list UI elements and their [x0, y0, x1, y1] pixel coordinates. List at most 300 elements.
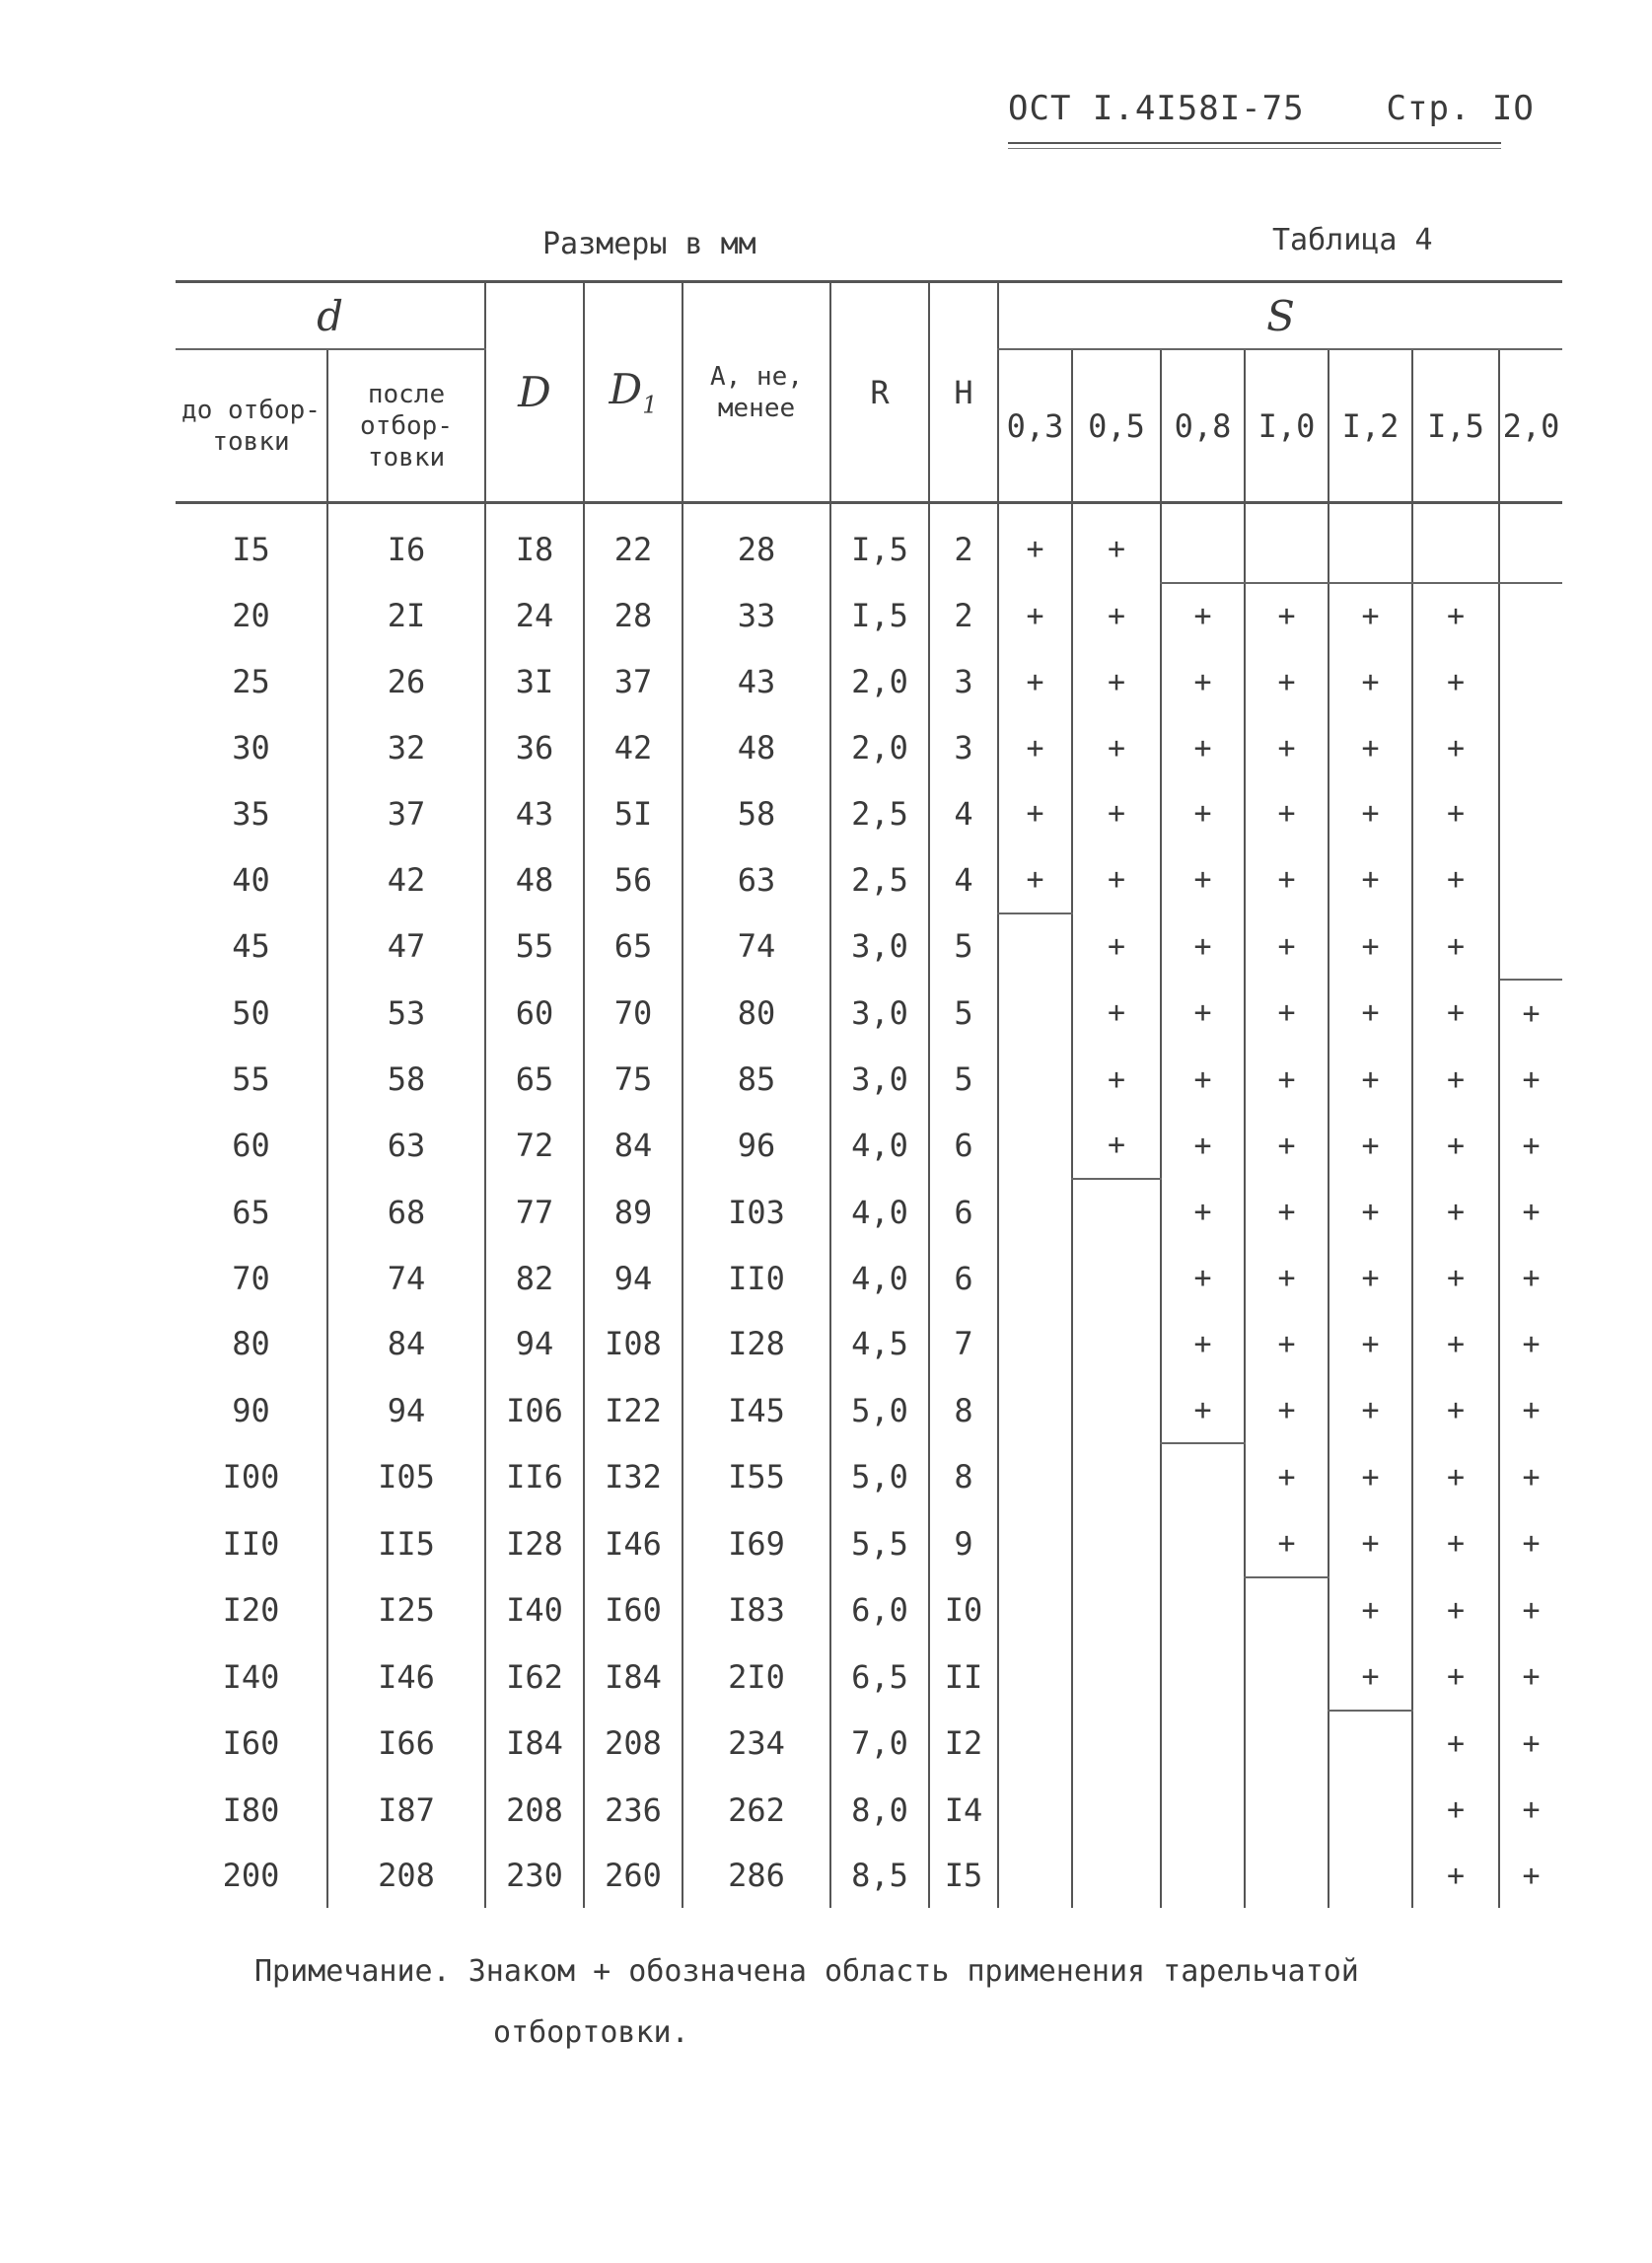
cell-s-mark: [1245, 1711, 1329, 1778]
cell-s-mark: +: [1245, 846, 1329, 913]
cell-s-mark: +: [1499, 1112, 1562, 1179]
cell-s-mark: +: [1245, 583, 1329, 650]
cell-H: 5: [929, 980, 998, 1047]
cell-d-after: 2I: [327, 583, 485, 650]
cell-s-mark: +: [1329, 1510, 1412, 1577]
cell-R: 2,0: [830, 649, 929, 715]
cell-s-mark: +: [1245, 780, 1329, 846]
cell-H: 3: [929, 649, 998, 715]
col-A-header: A, не, менее: [682, 282, 830, 503]
cell-s-mark: [1499, 715, 1562, 781]
cell-D: 230: [485, 1843, 584, 1909]
cell-D1: 28: [584, 583, 682, 650]
cell-R: 4,0: [830, 1179, 929, 1246]
cell-d-after: I25: [327, 1577, 485, 1644]
cell-s-mark: [1499, 503, 1562, 583]
cell-d-after: 32: [327, 715, 485, 781]
cell-s-mark: +: [1412, 780, 1499, 846]
cell-s-mark: +: [1245, 1179, 1329, 1246]
cell-s-mark: +: [1072, 846, 1161, 913]
cell-D: I06: [485, 1377, 584, 1444]
cell-R: 8,0: [830, 1777, 929, 1843]
table-row: [176, 1711, 1562, 1778]
cell-A: 262: [682, 1777, 830, 1843]
cell-s-mark: +: [1499, 1510, 1562, 1577]
cell-s-mark: [1161, 1843, 1245, 1909]
table-row: [176, 1777, 1562, 1843]
cell-D: 82: [485, 1246, 584, 1312]
cell-s-mark: [1072, 1510, 1161, 1577]
cell-s-mark: +: [1329, 913, 1412, 981]
cell-s-mark: [1072, 1179, 1161, 1246]
cell-D1: 94: [584, 1246, 682, 1312]
cell-H: 4: [929, 846, 998, 913]
cell-A: 33: [682, 583, 830, 650]
table-row: [176, 1643, 1562, 1711]
cell-d-after: II5: [327, 1510, 485, 1577]
cell-s-mark: +: [1412, 1443, 1499, 1510]
cell-s-mark: +: [1412, 715, 1499, 781]
cell-A: I03: [682, 1179, 830, 1246]
cell-D1: 22: [584, 503, 682, 583]
cell-d-before: I60: [222, 1724, 280, 1763]
cell-s-mark: +: [1245, 649, 1329, 715]
cell-s-mark: [998, 1311, 1072, 1377]
cell-d-before: 20: [232, 597, 270, 635]
cell-s-mark: +: [1499, 1047, 1562, 1113]
cell-R: 4,5: [830, 1311, 929, 1377]
cell-s-mark: +: [1412, 1510, 1499, 1577]
cell-d-before: 70: [232, 1259, 270, 1297]
cell-A: I28: [682, 1311, 830, 1377]
cell-s-mark: +: [1161, 913, 1245, 981]
cell-s-mark: +: [1161, 1246, 1245, 1312]
cell-s-mark: +: [1412, 1112, 1499, 1179]
cell-d-before: 60: [232, 1127, 270, 1165]
page-number: Стр. IO: [1386, 89, 1535, 128]
cell-H: I4: [929, 1777, 998, 1843]
cell-s-mark: +: [1499, 1377, 1562, 1444]
cell-s-mark: +: [1245, 913, 1329, 981]
cell-d-after: 37: [327, 780, 485, 846]
cell-A: II0: [682, 1246, 830, 1312]
cell-d-after: I66: [327, 1711, 485, 1778]
cell-s-mark: +: [1072, 1112, 1161, 1179]
cell-s-mark: +: [1245, 1112, 1329, 1179]
cell-A: 58: [682, 780, 830, 846]
cell-s-mark: [1499, 913, 1562, 981]
cell-s-mark: +: [1412, 1311, 1499, 1377]
cell-d-after: 47: [327, 913, 485, 981]
table-row: [176, 1179, 1562, 1246]
cell-D: 36: [485, 715, 584, 781]
cell-s-mark: [998, 1443, 1072, 1510]
cell-d-after: 58: [327, 1047, 485, 1113]
cell-s-mark: [1161, 1577, 1245, 1644]
cell-s-mark: +: [1412, 583, 1499, 650]
cell-D: 60: [485, 980, 584, 1047]
cell-d-before: 65: [232, 1193, 270, 1231]
cell-s-mark: +: [1072, 913, 1161, 981]
cell-D: 48: [485, 846, 584, 913]
cell-d-before: I80: [222, 1790, 280, 1829]
cell-s-mark: [1161, 1510, 1245, 1577]
cell-A: 96: [682, 1112, 830, 1179]
cell-d-before: I40: [222, 1657, 280, 1696]
cell-s-mark: +: [1245, 1510, 1329, 1577]
cell-s-mark: [1072, 1311, 1161, 1377]
cell-d-before: 50: [232, 993, 270, 1032]
table-row: [176, 1112, 1562, 1179]
cell-R: 6,0: [830, 1577, 929, 1644]
cell-s-mark: +: [1161, 715, 1245, 781]
cell-s-mark: [1161, 1643, 1245, 1711]
table-row: [176, 780, 1562, 846]
cell-d-before: I5: [232, 530, 270, 568]
cell-D: 94: [485, 1311, 584, 1377]
note-line-1: Примечание. Знаком + обозначена область применения тарельчатой: [254, 1954, 1359, 1989]
col-s-value-header: 0,3: [998, 349, 1072, 503]
cell-d-before: 45: [232, 927, 270, 966]
cell-s-mark: +: [1499, 980, 1562, 1047]
cell-s-mark: [1499, 780, 1562, 846]
cell-s-mark: +: [1161, 583, 1245, 650]
cell-d-before: 25: [232, 663, 270, 701]
table-row: [176, 1843, 1562, 1909]
col-s-value-header: I,0: [1245, 349, 1329, 503]
cell-s-mark: +: [1161, 1047, 1245, 1113]
table-row: [176, 1443, 1562, 1510]
cell-d-after: 26: [327, 649, 485, 715]
cell-R: 3,0: [830, 913, 929, 981]
cell-D1: 236: [584, 1777, 682, 1843]
table-row: [176, 715, 1562, 781]
cell-s-mark: +: [998, 503, 1072, 583]
cell-D1: 70: [584, 980, 682, 1047]
table-row: [176, 980, 1562, 1047]
cell-s-mark: +: [1499, 1843, 1562, 1909]
cell-s-mark: [998, 1377, 1072, 1444]
cell-s-mark: +: [1412, 1777, 1499, 1843]
cell-s-mark: [998, 1246, 1072, 1312]
cell-s-mark: +: [1329, 1643, 1412, 1711]
cell-s-mark: +: [1245, 1311, 1329, 1377]
cell-s-mark: +: [1329, 1577, 1412, 1644]
cell-d-after: 74: [327, 1246, 485, 1312]
cell-s-mark: +: [1499, 1179, 1562, 1246]
cell-A: I69: [682, 1510, 830, 1577]
cell-s-mark: +: [1499, 1577, 1562, 1644]
table-note: [254, 1941, 1537, 2064]
cell-s-mark: [998, 1777, 1072, 1843]
cell-s-mark: [1072, 1443, 1161, 1510]
cell-A: 234: [682, 1711, 830, 1778]
cell-s-mark: +: [1161, 649, 1245, 715]
cell-D1: 5I: [584, 780, 682, 846]
cell-H: 5: [929, 913, 998, 981]
cell-s-mark: +: [1329, 1246, 1412, 1312]
cell-s-mark: +: [1329, 1377, 1412, 1444]
table-row: [176, 1377, 1562, 1444]
cell-s-mark: +: [1329, 1443, 1412, 1510]
cell-H: 8: [929, 1377, 998, 1444]
table-row: [176, 1510, 1562, 1577]
cell-s-mark: +: [1245, 1377, 1329, 1444]
col-s-value-header: I,5: [1412, 349, 1499, 503]
cell-s-mark: +: [998, 780, 1072, 846]
dimensions-table: [176, 280, 1562, 1908]
cell-s-mark: [1072, 1377, 1161, 1444]
cell-D: 65: [485, 1047, 584, 1113]
cell-A: 74: [682, 913, 830, 981]
cell-s-mark: +: [1329, 1179, 1412, 1246]
col-D-header: D: [485, 282, 584, 503]
cell-s-mark: +: [1329, 980, 1412, 1047]
col-d-header: d: [176, 282, 485, 350]
cell-d-before: 35: [232, 794, 270, 833]
cell-d-before: I20: [222, 1591, 280, 1630]
cell-s-mark: [1072, 1777, 1161, 1843]
cell-s-mark: [1245, 503, 1329, 583]
cell-R: 5,0: [830, 1377, 929, 1444]
cell-s-mark: +: [1412, 913, 1499, 981]
header-rule: [1008, 142, 1501, 144]
cell-D: I28: [485, 1510, 584, 1577]
cell-s-mark: +: [1412, 1246, 1499, 1312]
cell-A: 28: [682, 503, 830, 583]
cell-R: 3,0: [830, 1047, 929, 1113]
cell-s-mark: +: [1245, 1246, 1329, 1312]
cell-s-mark: [1072, 1843, 1161, 1909]
col-s-value-header: 2,0: [1499, 349, 1562, 503]
cell-s-mark: [1245, 1843, 1329, 1909]
cell-d-after: 68: [327, 1179, 485, 1246]
cell-D1: 37: [584, 649, 682, 715]
cell-A: I55: [682, 1443, 830, 1510]
table-row: [176, 503, 1562, 583]
cell-H: 2: [929, 583, 998, 650]
cell-s-mark: [998, 1112, 1072, 1179]
cell-d-before: 90: [232, 1391, 270, 1429]
cell-s-mark: [1161, 1711, 1245, 1778]
col-R-header: R: [830, 282, 929, 503]
cell-D: 208: [485, 1777, 584, 1843]
cell-R: 4,0: [830, 1246, 929, 1312]
cell-s-mark: +: [1161, 846, 1245, 913]
cell-s-mark: [1329, 503, 1412, 583]
cell-R: 5,0: [830, 1443, 929, 1510]
cell-D1: I84: [584, 1643, 682, 1711]
cell-s-mark: [1161, 1443, 1245, 1510]
cell-s-mark: [1072, 1711, 1161, 1778]
cell-s-mark: +: [1161, 1112, 1245, 1179]
cell-s-mark: [1329, 1843, 1412, 1909]
cell-d-before: 30: [232, 729, 270, 767]
cell-s-mark: [1245, 1577, 1329, 1644]
table-row: [176, 913, 1562, 981]
cell-R: 2,5: [830, 780, 929, 846]
cell-d-after: 63: [327, 1112, 485, 1179]
cell-d-before: I00: [222, 1458, 280, 1496]
cell-D1: 65: [584, 913, 682, 981]
cell-s-mark: [998, 1577, 1072, 1644]
cell-D: 3I: [485, 649, 584, 715]
table-label: Таблица 4: [1272, 223, 1433, 257]
cell-s-mark: [1499, 846, 1562, 913]
cell-d-before: 40: [232, 860, 270, 899]
cell-H: 6: [929, 1179, 998, 1246]
cell-s-mark: +: [998, 649, 1072, 715]
cell-d-after: 94: [327, 1377, 485, 1444]
cell-d-after: 42: [327, 846, 485, 913]
cell-R: 7,0: [830, 1711, 929, 1778]
cell-s-mark: +: [1329, 780, 1412, 846]
table-body: [176, 503, 1562, 1909]
cell-R: 8,5: [830, 1843, 929, 1909]
cell-s-mark: +: [1161, 1377, 1245, 1444]
table-row: [176, 583, 1562, 650]
cell-A: I83: [682, 1577, 830, 1644]
cell-H: 6: [929, 1246, 998, 1312]
cell-D1: 89: [584, 1179, 682, 1246]
cell-D1: 56: [584, 846, 682, 913]
cell-s-mark: [998, 1711, 1072, 1778]
cell-d-after: I46: [327, 1643, 485, 1711]
cell-H: 3: [929, 715, 998, 781]
cell-s-mark: [1072, 1577, 1161, 1644]
cell-s-mark: [998, 1047, 1072, 1113]
cell-D: 77: [485, 1179, 584, 1246]
cell-R: 2,0: [830, 715, 929, 781]
cell-D: I84: [485, 1711, 584, 1778]
cell-R: 5,5: [830, 1510, 929, 1577]
cell-A: 286: [682, 1843, 830, 1909]
cell-s-mark: [1329, 1711, 1412, 1778]
col-S-header: S: [998, 282, 1562, 350]
cell-s-mark: +: [1072, 649, 1161, 715]
cell-A: 43: [682, 649, 830, 715]
cell-d-before: 55: [232, 1060, 270, 1099]
cell-R: I,5: [830, 503, 929, 583]
cell-D1: 75: [584, 1047, 682, 1113]
cell-s-mark: +: [1245, 1047, 1329, 1113]
cell-s-mark: +: [998, 583, 1072, 650]
col-H-header: H: [929, 282, 998, 503]
cell-s-mark: +: [1072, 715, 1161, 781]
cell-s-mark: +: [1499, 1777, 1562, 1843]
cell-A: 80: [682, 980, 830, 1047]
cell-s-mark: +: [1245, 1443, 1329, 1510]
cell-s-mark: [1072, 1643, 1161, 1711]
cell-H: 9: [929, 1510, 998, 1577]
cell-s-mark: +: [1412, 1047, 1499, 1113]
cell-H: I0: [929, 1577, 998, 1644]
cell-A: I45: [682, 1377, 830, 1444]
cell-d-after: I87: [327, 1777, 485, 1843]
cell-s-mark: +: [1412, 1577, 1499, 1644]
cell-s-mark: +: [1245, 980, 1329, 1047]
cell-d-after: 53: [327, 980, 485, 1047]
cell-s-mark: +: [1161, 1179, 1245, 1246]
col-s-value-header: 0,8: [1161, 349, 1245, 503]
cell-s-mark: +: [1329, 846, 1412, 913]
cell-s-mark: [998, 913, 1072, 981]
col-d-after-header: после отбор- товки: [327, 349, 485, 503]
cell-A: 48: [682, 715, 830, 781]
header-rule-thin: [1008, 148, 1501, 149]
cell-s-mark: +: [1072, 583, 1161, 650]
cell-A: 85: [682, 1047, 830, 1113]
cell-H: 5: [929, 1047, 998, 1113]
cell-s-mark: +: [1499, 1643, 1562, 1711]
cell-s-mark: +: [1412, 1711, 1499, 1778]
cell-s-mark: [998, 1179, 1072, 1246]
cell-s-mark: [1499, 583, 1562, 650]
cell-D1: I46: [584, 1510, 682, 1577]
col-d-before-header: до отбор- товки: [176, 349, 327, 503]
table-row: [176, 1047, 1562, 1113]
cell-d-after: 84: [327, 1311, 485, 1377]
doc-code: ОСТ I.4I58I-75: [1008, 89, 1305, 128]
cell-D1: 208: [584, 1711, 682, 1778]
cell-D1: I32: [584, 1443, 682, 1510]
cell-R: 3,0: [830, 980, 929, 1047]
cell-s-mark: +: [1329, 1311, 1412, 1377]
cell-s-mark: [998, 1510, 1072, 1577]
table-row: [176, 1577, 1562, 1644]
col-s-value-header: 0,5: [1072, 349, 1161, 503]
table-row: [176, 846, 1562, 913]
cell-d-after: I05: [327, 1443, 485, 1510]
cell-d-after: 208: [327, 1843, 485, 1909]
cell-s-mark: +: [1412, 1643, 1499, 1711]
cell-d-before: 200: [222, 1857, 280, 1895]
cell-s-mark: [1072, 1246, 1161, 1312]
cell-d-before: 80: [232, 1325, 270, 1363]
cell-R: I,5: [830, 583, 929, 650]
cell-s-mark: [998, 1843, 1072, 1909]
cell-H: 8: [929, 1443, 998, 1510]
cell-H: 6: [929, 1112, 998, 1179]
cell-H: 7: [929, 1311, 998, 1377]
cell-s-mark: [998, 980, 1072, 1047]
cell-D1: 84: [584, 1112, 682, 1179]
table-row: [176, 649, 1562, 715]
cell-d-before: II0: [222, 1524, 280, 1563]
cell-R: 2,5: [830, 846, 929, 913]
cell-D: 43: [485, 780, 584, 846]
cell-s-mark: +: [1499, 1443, 1562, 1510]
cell-s-mark: +: [1412, 1179, 1499, 1246]
cell-s-mark: +: [1329, 583, 1412, 650]
document-header: [1008, 89, 1535, 128]
cell-s-mark: +: [1072, 780, 1161, 846]
cell-s-mark: +: [1329, 715, 1412, 781]
cell-s-mark: +: [1072, 1047, 1161, 1113]
cell-s-mark: [1329, 1777, 1412, 1843]
cell-s-mark: [1499, 649, 1562, 715]
cell-H: I5: [929, 1843, 998, 1909]
cell-s-mark: +: [998, 715, 1072, 781]
cell-H: II: [929, 1643, 998, 1711]
cell-D: 55: [485, 913, 584, 981]
cell-D1: I22: [584, 1377, 682, 1444]
cell-A: 2I0: [682, 1643, 830, 1711]
cell-s-mark: +: [1499, 1246, 1562, 1312]
cell-H: 2: [929, 503, 998, 583]
cell-s-mark: [998, 1643, 1072, 1711]
cell-D: 24: [485, 583, 584, 650]
